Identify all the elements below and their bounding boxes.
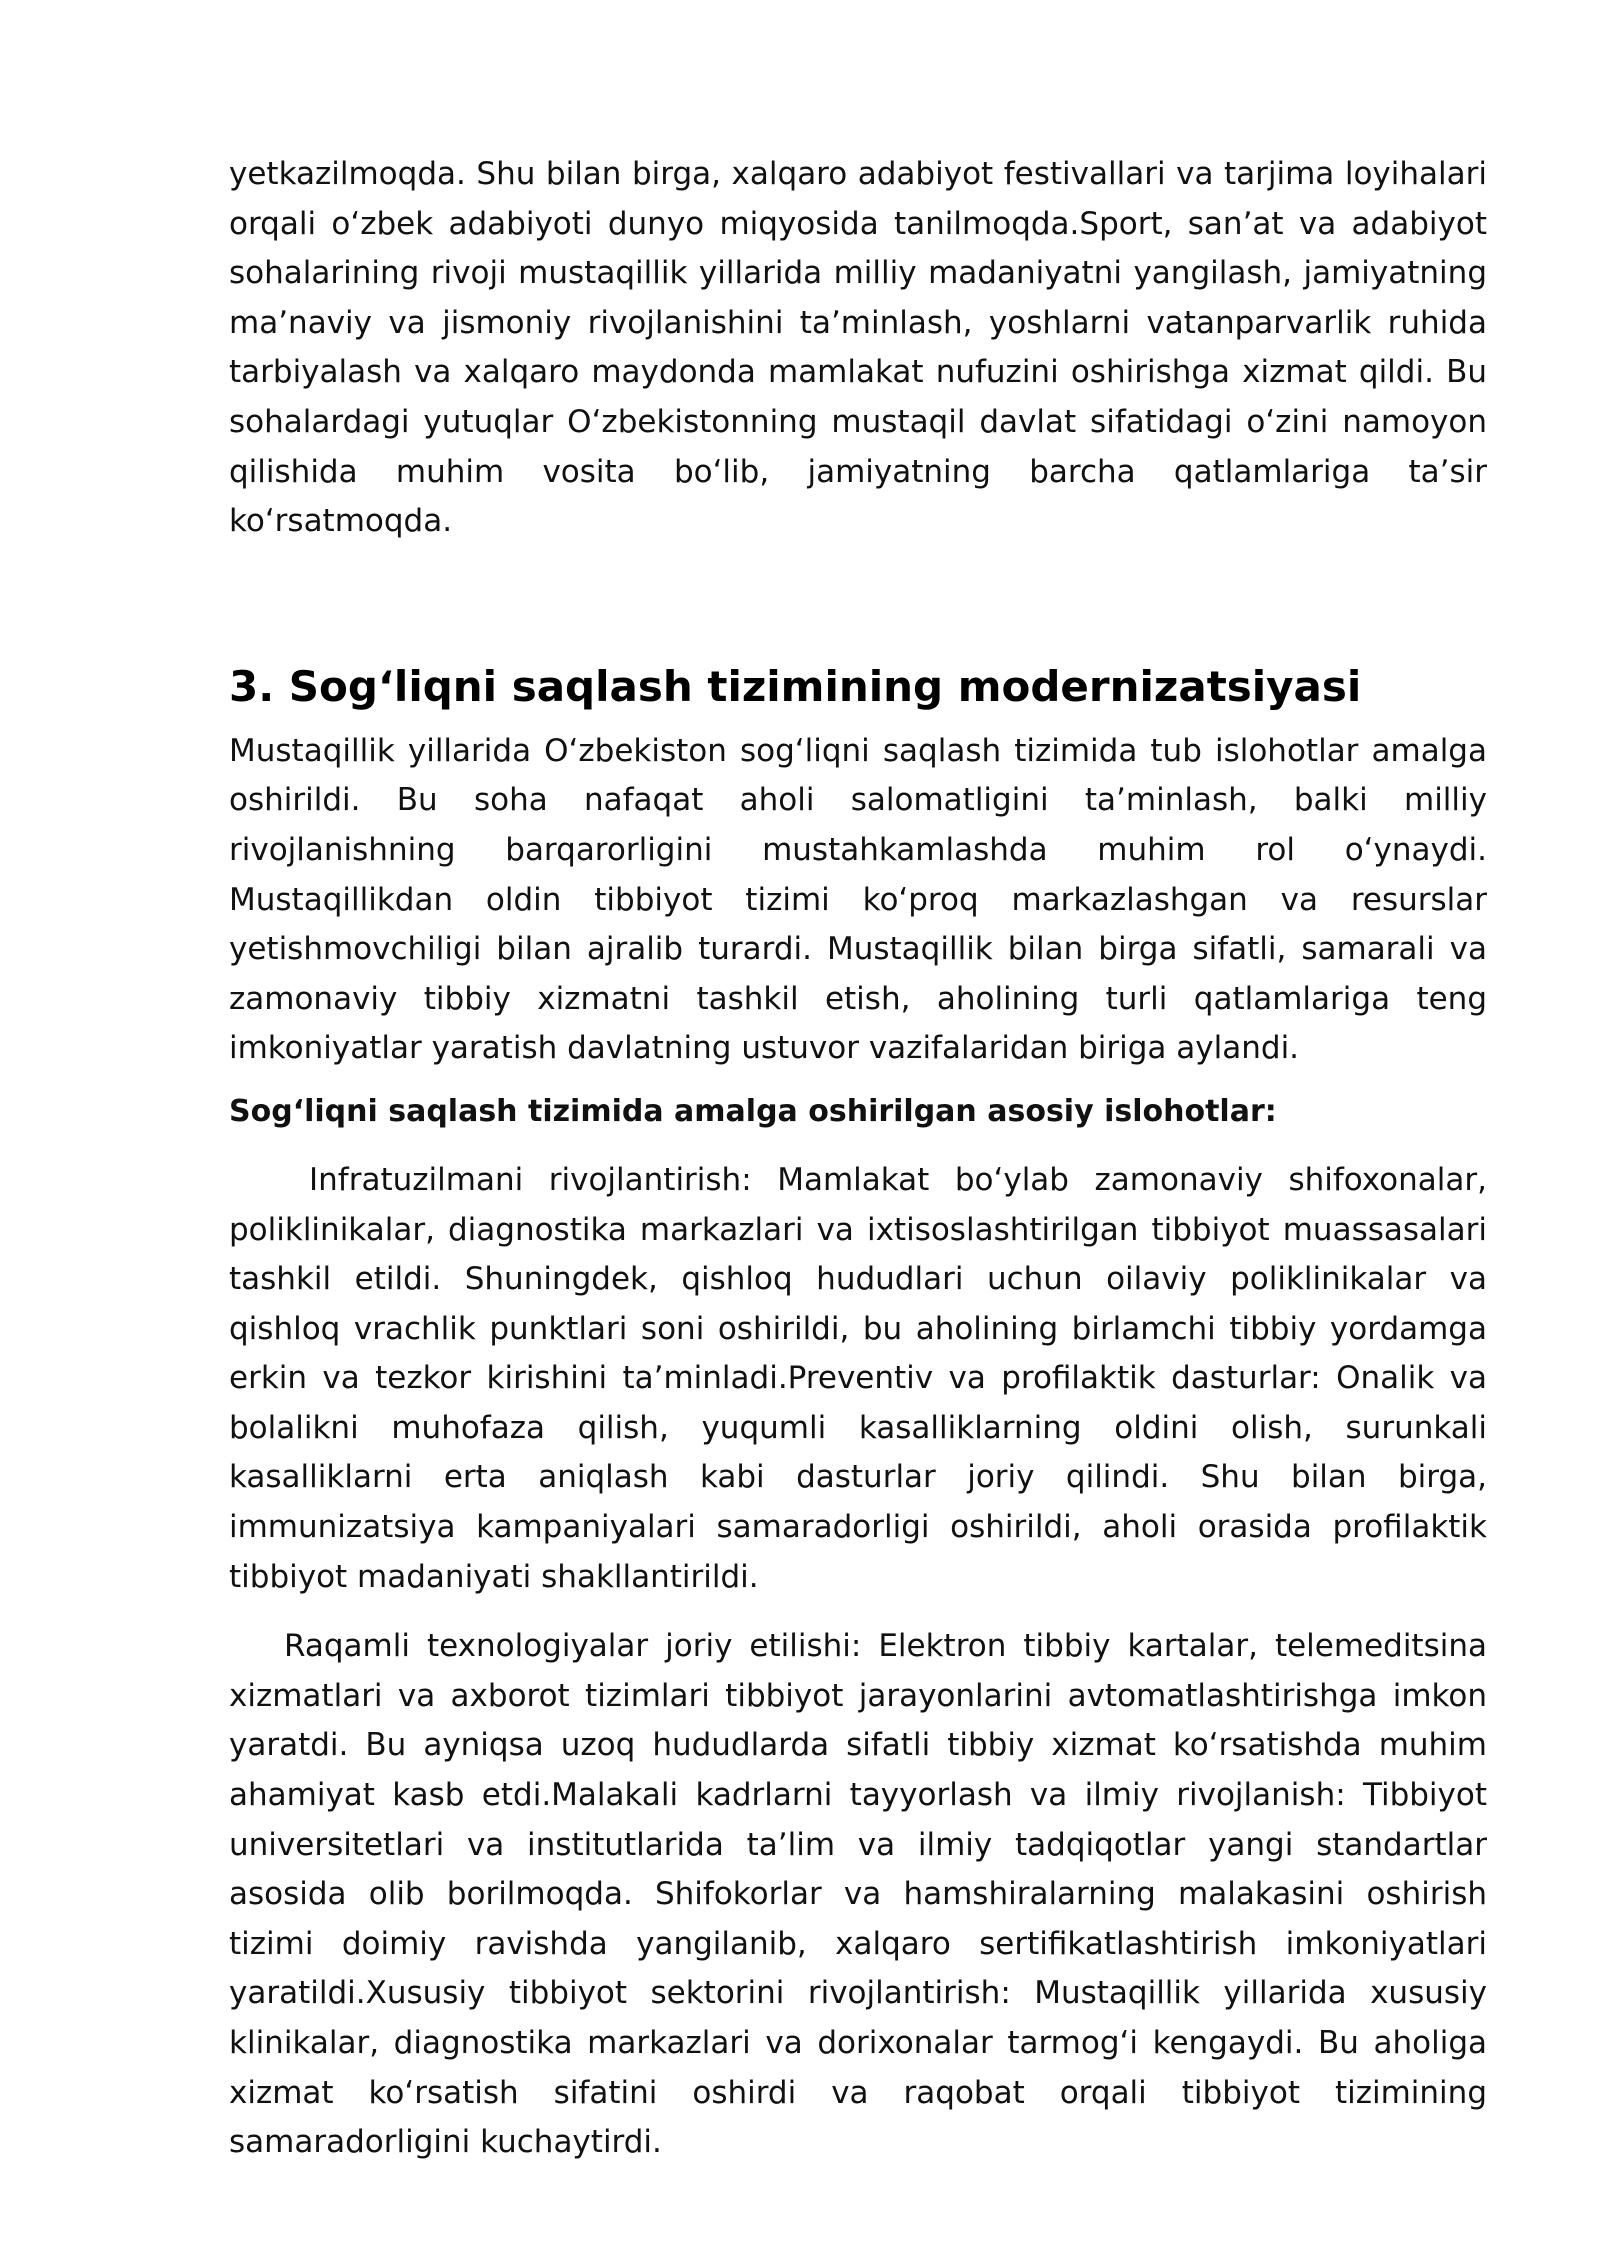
page-content — [229, 150, 1487, 2168]
paragraph-intro: Mustaqillik yillarida Oʻzbekiston sogʻliqni saqlash tizimida tub islohotlar amalga oshirildi. Bu soha nafaqat aholi salomatligini ta’minlash, balki milliy rivojlanishning barqarorligini mustahkamlashda muhim rol oʻynaydi. Mustaqillikdan oldin tibbiyot tizimi koʻproq markazlashgan va resurslar yetishmovchiligi bilan ajralib turardi. Mustaqillik bilan birga sifatli, samarali va zamonaviy tibbiy xizmatni tashkil etish, aholining turli qatlamlariga teng imkoniyatlar yaratish davlatning ustuvor vazifalaridan biriga aylandi. — [229, 732, 1487, 1067]
paragraph-continuation: yetkazilmoqda. Shu bilan birga, xalqaro adabiyot festivallari va tarjima loyihalari orqali oʻzbek adabiyoti dunyo miqyosida tanilmoqda.Sport, san’at va adabiyot sohalarining rivoji mustaqillik yillarida milliy madaniyatni yangilash, jamiyatning ma’naviy va jismoniy rivojlanishini ta’minlash, yoshlarni vatanparvarlik ruhida tarbiyalash va xalqaro maydonda mamlakat nufuzini oshirishga xizmat qildi. Bu sohalardagi yutuqlar Oʻzbekistonning mustaqil davlat sifatidagi oʻzini namoyon qilishida muhim vosita boʻlib, jamiyatning barcha qatlamlariga ta’sir koʻrsatmoqda. — [229, 156, 1487, 540]
paragraph-reforms-1: Infratuzilmani rivojlantirish: Mamlakat boʻylab zamonaviy shifoxonalar, poliklinikalar, diagnostika markazlari va ixtisoslashtirilgan tibbiyot muassasalari tashkil etildi. Shuningdek, qishloq hududlari uchun oilaviy poliklinikalar va qishloq vrachlik punktlari soni oshirildi, bu aholining birlamchi tibbiy yordamga erkin va tezkor kirishini ta’minladi.Preventiv va profilaktik dasturlar: Onalik va bolalikni muhofaza qilish, yuqumli kasalliklarning oldini olish, surunkali kasalliklarni erta aniqlash kabi dasturlar joriy qilindi. Shu bilan birga, immunizatsiya kampaniyalari samaradorligi oshirildi, aholi orasida profilaktik tibbiyot madaniyati shakllantirildi. — [229, 1161, 1487, 1595]
section-heading: 3. Sogʻliqni saqlash tizimining modernizatsiyasi — [229, 661, 1362, 711]
reforms-subheading: Sogʻliqni saqlash tizimida amalga oshirilgan asosiy islohotlar: — [229, 1093, 1277, 1129]
paragraph-reforms-2: Raqamli texnologiyalar joriy etilishi: Elektron tibbiy kartalar, telemeditsina xizmatlari va axborot tizimlari tibbiyot jarayonlarini avtomatlashtirishga imkon yaratdi. Bu ayniqsa uzoq hududlarda sifatli tibbiy xizmat koʻrsatishda muhim ahamiyat kasb etdi.Malakali kadrlarni tayyorlash va ilmiy rivojlanish: Tibbiyot universitetlari va institutlarida ta’lim va ilmiy tadqiqotlar yangi standartlar asosida olib borilmoqda. Shifokorlar va hamshiralarning malakasini oshirish tizimi doimiy ravishda yangilanib, xalqaro sertifikatlashtirish imkoniyatlari yaratildi.Xususiy tibbiyot sektorini rivojlantirish: Mustaqillik yillarida xususiy klinikalar, diagnostika markazlari va dorixonalar tarmogʻi kengaydi. Bu aholiga xizmat koʻrsatish sifatini oshirdi va raqobat orqali tibbiyot tizimining samaradorligini kuchaytirdi. — [229, 1628, 1487, 2161]
